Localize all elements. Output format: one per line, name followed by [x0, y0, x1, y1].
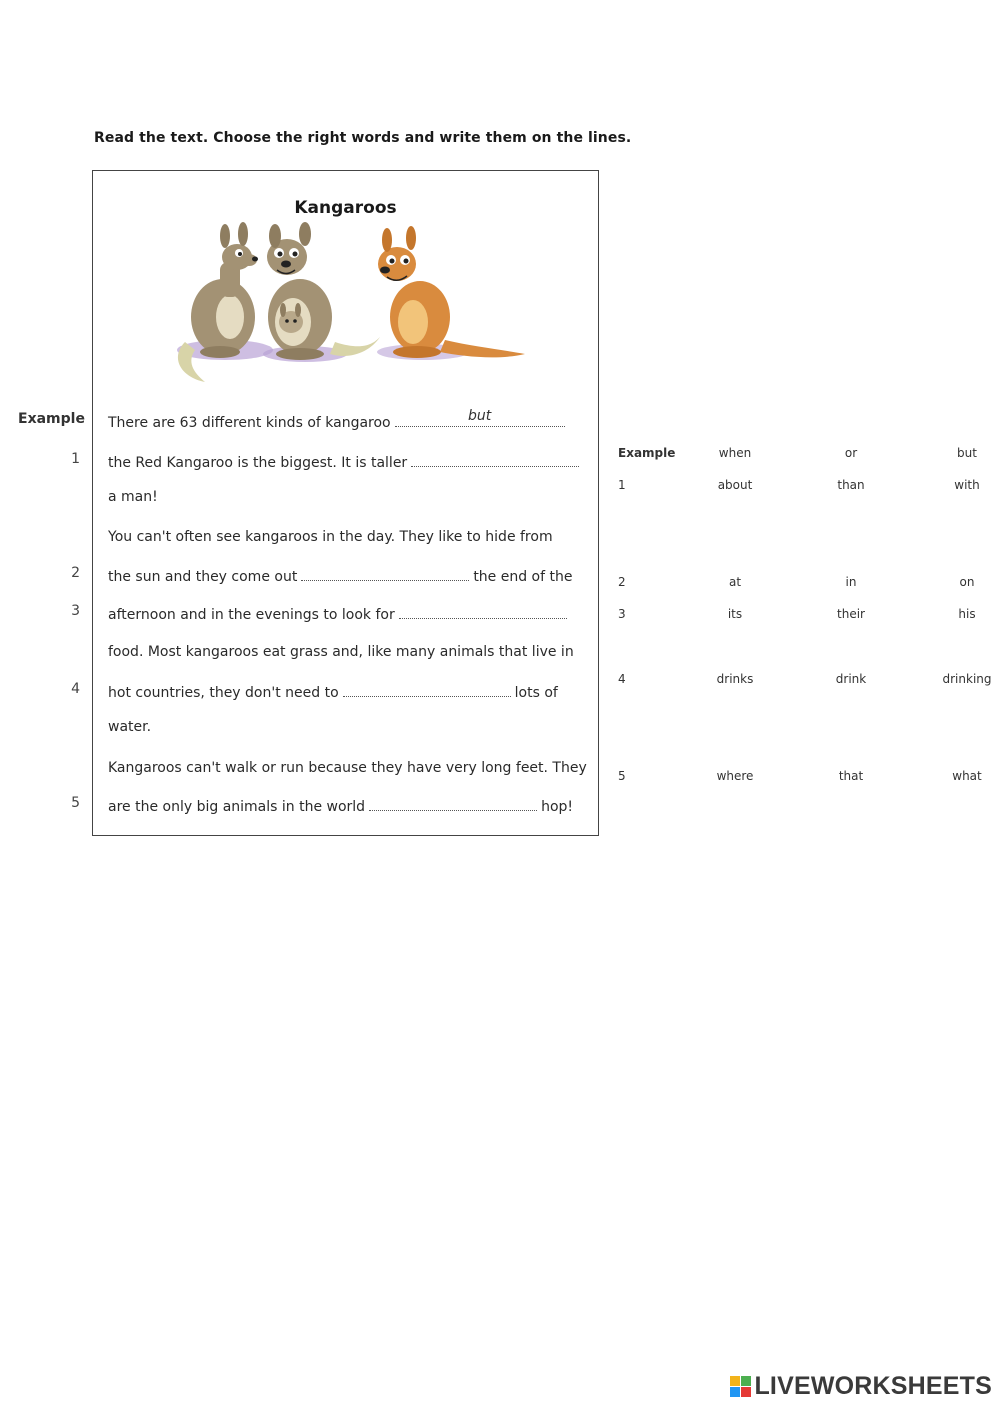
question-2-after-text: the end of the	[473, 569, 573, 585]
question-number-2: 2	[71, 565, 80, 581]
question-number-3: 3	[71, 603, 80, 619]
option-choice[interactable]: his	[958, 607, 976, 621]
options-row-label: 5	[618, 769, 626, 783]
option-choice[interactable]: in	[845, 575, 857, 589]
example-line	[108, 408, 569, 431]
question-4-line	[108, 682, 558, 701]
options-row-label: 3	[618, 607, 626, 621]
kangaroos-illustration	[165, 222, 530, 392]
options-row-label: 1	[618, 478, 626, 492]
option-choice[interactable]: with	[954, 478, 980, 492]
options-row-2	[612, 575, 1000, 589]
question-3-text: afternoon and in the evenings to look for	[108, 607, 395, 623]
option-choice[interactable]: what	[952, 769, 982, 783]
question-4-after-text: lots of	[514, 685, 558, 701]
option-choice[interactable]: that	[838, 769, 864, 783]
question-number-1: 1	[71, 451, 80, 467]
options-row-label: 4	[618, 672, 626, 686]
option-choice[interactable]: their	[837, 607, 865, 621]
question-5-text: are the only big animals in the world	[108, 799, 366, 815]
question-4-text: hot countries, they don't need to	[108, 685, 339, 701]
option-choice[interactable]: on	[959, 575, 975, 589]
answer-blank-2[interactable]	[301, 566, 469, 581]
kangaroo-grey-mother	[267, 222, 380, 360]
liveworksheets-logo-icon	[730, 1376, 751, 1397]
option-choice[interactable]: drinking	[942, 672, 992, 686]
question-number-4: 4	[71, 681, 80, 697]
example-answer-line	[395, 408, 565, 427]
options-row-example	[612, 446, 1000, 460]
kangaroo-orange-right	[378, 226, 525, 358]
option-choice[interactable]: at	[728, 575, 742, 589]
liveworksheets-logo	[730, 1372, 992, 1401]
answer-blank-3[interactable]	[399, 604, 567, 619]
options-row-5	[612, 769, 1000, 783]
option-choice[interactable]: drinks	[716, 672, 754, 686]
option-choice[interactable]: its	[727, 607, 743, 621]
passage-title: Kangaroos	[294, 198, 397, 218]
option-choice[interactable]: about	[717, 478, 753, 492]
question-number-5: 5	[71, 795, 80, 811]
instruction-text: Read the text. Choose the right words and write them on the lines.	[94, 130, 632, 146]
option-choice[interactable]: than	[837, 478, 865, 492]
question-1-continuation: a man!	[108, 489, 158, 505]
question-4-continuation: water.	[108, 719, 152, 735]
example-answer: but	[468, 408, 492, 424]
answer-blank-4[interactable]	[343, 682, 511, 697]
options-row-3	[612, 607, 1000, 621]
options-row-label: 2	[618, 575, 626, 589]
option-choice: or	[844, 446, 858, 460]
options-row-label: Example	[618, 446, 676, 460]
example-line-text: There are 63 different kinds of kangaroo	[108, 415, 391, 431]
option-choice: when	[718, 446, 752, 460]
option-choice[interactable]: where	[716, 769, 754, 783]
option-choice: but	[957, 446, 977, 460]
question-5-line	[108, 796, 573, 815]
paragraph-2-line-1: You can't often see kangaroos in the day. They like to hide from	[108, 529, 553, 545]
options-row-1	[612, 478, 1000, 492]
answer-blank-5[interactable]	[369, 796, 537, 811]
example-label: Example	[18, 411, 85, 427]
logo-text: LIVEWORKSHEETS	[754, 1372, 992, 1400]
paragraph-2-line-4: food. Most kangaroos eat grass and, like many animals that live in	[108, 644, 574, 660]
question-2-text: the sun and they come out	[108, 569, 298, 585]
question-2-line	[108, 566, 572, 585]
question-1-text: the Red Kangaroo is the biggest. It is taller	[108, 455, 408, 471]
options-row-4	[612, 672, 1000, 686]
question-3-line	[108, 604, 571, 623]
paragraph-3-line-1: Kangaroos can't walk or run because they have very long feet. They	[108, 760, 587, 776]
answer-blank-1[interactable]	[411, 452, 579, 467]
question-5-after-text: hop!	[541, 799, 574, 815]
option-choice[interactable]: drink	[835, 672, 867, 686]
question-1-line	[108, 452, 583, 471]
